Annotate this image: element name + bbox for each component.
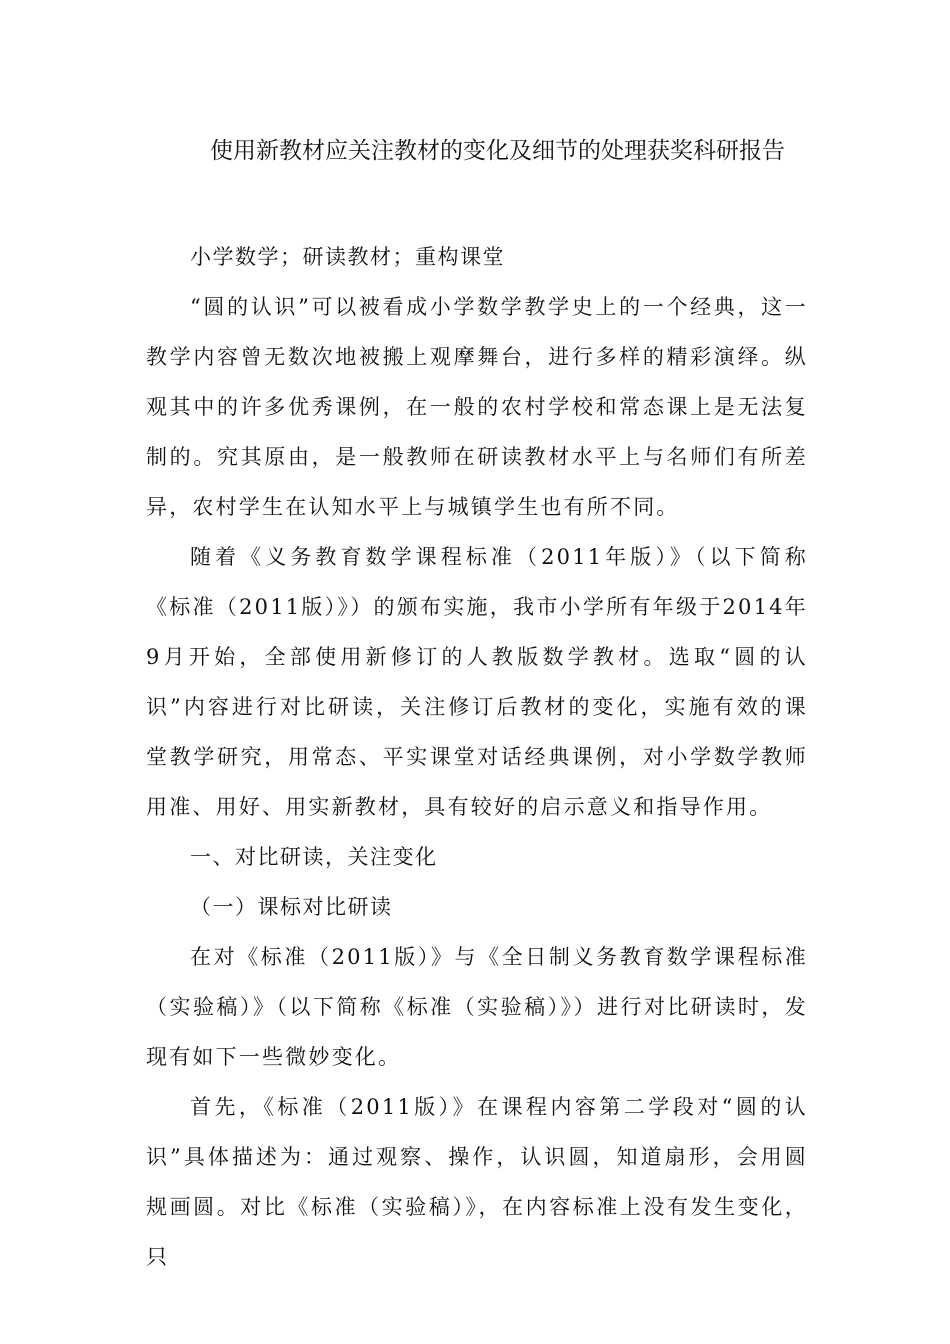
subsection-heading: （一）课标对比研读	[190, 895, 393, 919]
document-title: 使用新教材应关注教材的变化及细节的处理获奖科研报告	[210, 138, 785, 164]
paragraph-background: 随着《义务教育数学课程标准（2011年版）》（以下简称《标准（2011版）》）的颁布实施，我市小学所有年级于2014年9月开始，全部使用新修订的人教版数学教材。选取“圆的认识”内容进行对比研读，关注修订后教材的变化，实施有效的课堂教学研究，用常态、平实课堂对话经典课例，对小学数学教师用准、用好、用实新教材，具有较好的启示意义和指导作用。	[146, 545, 808, 819]
keywords-line: 小学数学；研读教材；重构课堂	[190, 245, 505, 269]
paragraph-first-point: 首先，《标准（2011版）》在课程内容第二学段对“圆的认识”具体描述为：通过观察、操作，认识圆，知道扇形，会用圆规画圆。对比《标准（实验稿）》，在内容标准上没有发生变化，只	[146, 1095, 808, 1269]
paragraph-intro: “圆的认识”可以被看成小学数学教学史上的一个经典，这一教学内容曾无数次地被搬上观摩舞台，进行多样的精彩演绎。纵观其中的许多优秀课例，在一般的农村学校和常态课上是无法复制的。究其原由，是一般教师在研读教材水平上与名师们有所差异，农村学生在认知水平上与城镇学生也有所不同。	[146, 295, 808, 519]
document-body	[146, 232, 808, 1282]
section-heading: 一、对比研读，关注变化	[190, 845, 438, 869]
paragraph-comparison: 在对《标准（2011版）》与《全日制义务教育数学课程标准（实验稿）》（以下简称《标准（实验稿）》）进行对比研读时，发现有如下一些微妙变化。	[146, 945, 808, 1069]
